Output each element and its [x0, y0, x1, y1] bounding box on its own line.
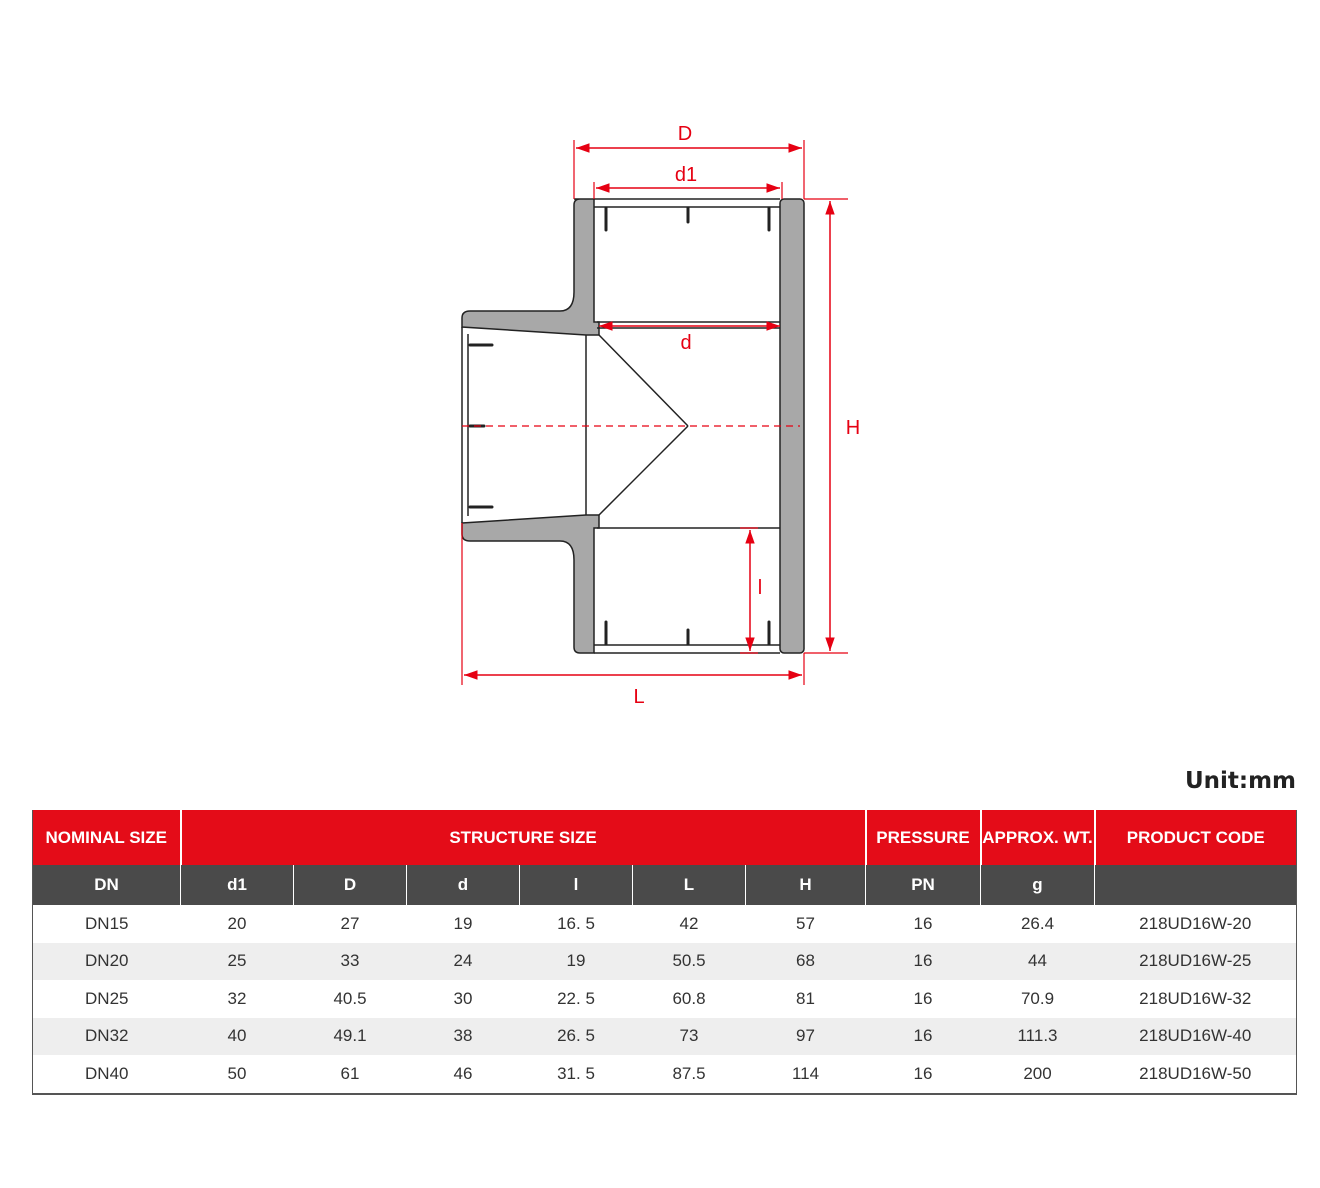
label-d: d	[680, 332, 692, 354]
label-D: D	[677, 123, 693, 145]
table-cell: 38	[407, 1018, 520, 1056]
table-cell: 32	[227, 988, 247, 1008]
table-cell: 16	[913, 1063, 933, 1083]
table-cell: 81	[796, 988, 815, 1008]
table-cell: 25	[181, 943, 294, 981]
table-cell: 30	[453, 988, 473, 1008]
table-group-header	[33, 810, 1297, 865]
spec-table	[32, 810, 1297, 1095]
header-product-code: PRODUCT CODE	[1095, 810, 1297, 865]
table-cell: DN32	[33, 1018, 181, 1056]
header-nominal-size: NOMINAL SIZE	[33, 810, 181, 865]
table-cell: 218UD16W-50	[1139, 1063, 1252, 1083]
table-cell: 87.5	[672, 1063, 706, 1083]
table-cell: 27	[340, 913, 360, 933]
table-cell: 200	[1023, 1063, 1052, 1083]
table-cell: 20	[227, 913, 247, 933]
table-cell: 111.3	[981, 1018, 1095, 1056]
table-cell: 218UD16W-25	[1095, 943, 1297, 981]
table-cell: 26. 5	[520, 1018, 633, 1056]
table-cell: 114	[791, 1063, 820, 1083]
table-cell: DN25	[85, 988, 129, 1008]
table-cell: 31. 5	[557, 1063, 595, 1083]
header-structure-size: STRUCTURE SIZE	[181, 810, 866, 865]
header-approx-weight: APPROX. WT.	[981, 810, 1095, 865]
subheader-code	[1095, 865, 1297, 905]
table-row	[33, 1018, 1297, 1056]
table-cell: 42	[679, 913, 699, 933]
table-cell: 16	[866, 1018, 981, 1056]
header-pressure: PRESSURE	[866, 810, 981, 865]
table-cell: 16	[866, 943, 981, 981]
subheader-g: g	[981, 865, 1095, 905]
table-cell: 73	[633, 1018, 746, 1056]
label-d1: d1	[674, 164, 698, 186]
table-cell: 218UD16W-32	[1139, 988, 1252, 1008]
table-row	[33, 1055, 1297, 1094]
subheader-L: L	[633, 865, 746, 905]
label-l: l	[757, 577, 763, 599]
table-cell: DN15	[85, 913, 129, 933]
table-cell: 19	[453, 913, 473, 933]
label-H: H	[845, 417, 861, 439]
table-cell: 49.1	[294, 1018, 407, 1056]
table-row	[33, 943, 1297, 981]
subheader-pn: PN	[866, 865, 981, 905]
subheader-d: d	[407, 865, 520, 905]
table-cell: 218UD16W-20	[1139, 913, 1252, 933]
table-cell: 68	[746, 943, 866, 981]
table-cell: 50	[227, 1063, 247, 1083]
label-L: L	[633, 686, 645, 708]
table-cell: 16	[913, 913, 933, 933]
table-cell: 24	[407, 943, 520, 981]
subheader-d1: d1	[181, 865, 294, 905]
subheader-D: D	[294, 865, 407, 905]
table-row	[33, 905, 1297, 943]
table-cell: 46	[453, 1063, 473, 1083]
lower-left-wall	[462, 515, 599, 653]
table-cell: 70.9	[1020, 988, 1055, 1008]
table-cell: 16. 5	[557, 913, 595, 933]
table-cell: 57	[796, 913, 815, 933]
table-cell: 22. 5	[557, 988, 595, 1008]
unit-label: Unit:mm	[1184, 768, 1296, 794]
table-cell: 97	[746, 1018, 866, 1056]
table-cell: 16	[913, 988, 933, 1008]
table-sub-header	[33, 865, 1297, 905]
table-cell: 61	[340, 1063, 360, 1083]
dimension-lines	[464, 148, 830, 675]
upper-left-wall	[462, 199, 599, 335]
table-cell: 40.5	[333, 988, 367, 1008]
table-cell: DN40	[85, 1063, 129, 1083]
table-cell: 40	[181, 1018, 294, 1056]
subheader-dn: DN	[33, 865, 181, 905]
subheader-l: l	[520, 865, 633, 905]
table-row	[33, 980, 1297, 1018]
table-cell: 33	[294, 943, 407, 981]
table-cell: 60.8	[672, 988, 706, 1008]
table-cell: 218UD16W-40	[1095, 1018, 1297, 1056]
subheader-H: H	[746, 865, 866, 905]
table-cell: 26.4	[1020, 913, 1055, 933]
table-cell: DN20	[33, 943, 181, 981]
table-cell: 50.5	[633, 943, 746, 981]
table-cell: 19	[520, 943, 633, 981]
table-cell: 44	[981, 943, 1095, 981]
